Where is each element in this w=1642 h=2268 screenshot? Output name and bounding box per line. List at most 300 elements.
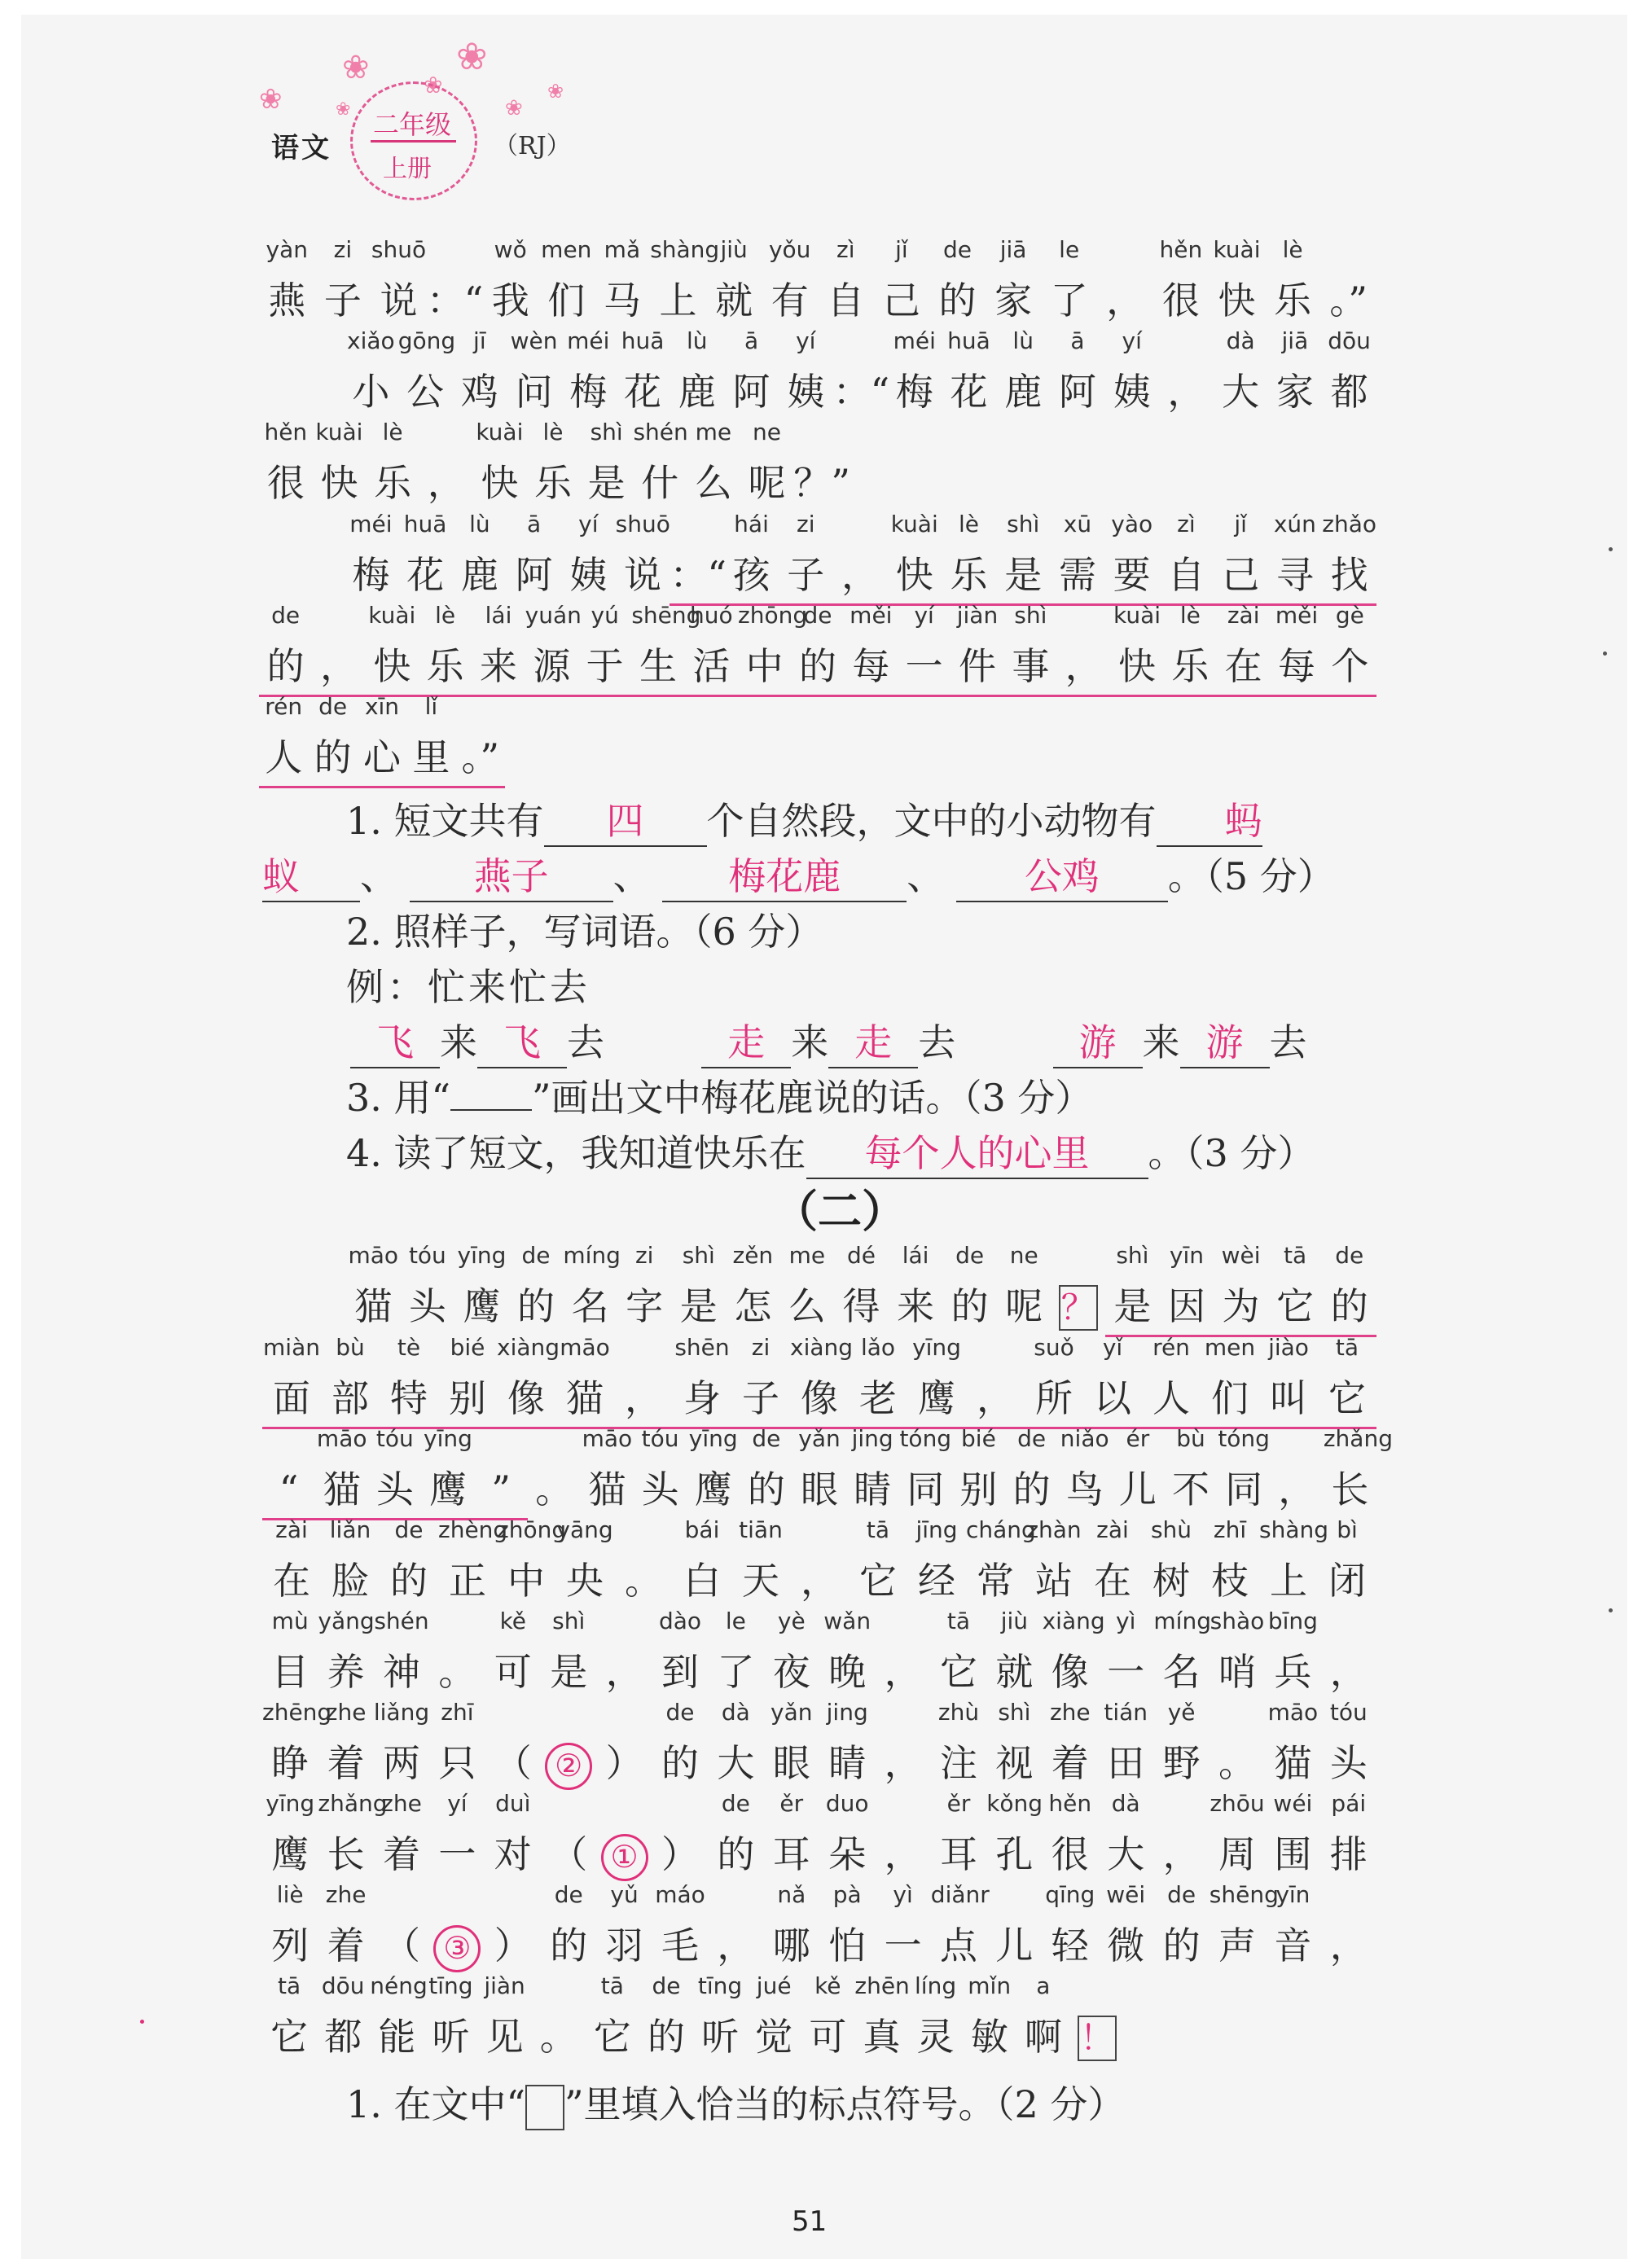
hanzi: 乐 bbox=[942, 546, 996, 606]
pinyin: zhōu bbox=[1210, 1790, 1265, 1817]
answer-blank[interactable]: 游 bbox=[1053, 1013, 1143, 1068]
pinyin: jīng bbox=[915, 1516, 958, 1543]
hanzi: 乐 bbox=[374, 461, 412, 505]
hanzi: 轻 bbox=[1051, 1924, 1089, 1968]
hanzi: 儿 bbox=[995, 1924, 1034, 1968]
text-line bbox=[262, 1516, 1376, 1609]
ruby-char bbox=[1209, 236, 1265, 329]
pinyin bbox=[528, 1425, 581, 1461]
hanzi: 快 bbox=[1110, 638, 1163, 697]
hanzi: 们 bbox=[1201, 1370, 1259, 1429]
ruby-char bbox=[1051, 511, 1105, 606]
hanzi bbox=[429, 1917, 485, 1974]
hanzi: 夜 bbox=[772, 1650, 810, 1694]
pinyin: de bbox=[803, 602, 832, 629]
pinyin: lù bbox=[1012, 327, 1034, 354]
ruby-char bbox=[380, 1334, 438, 1429]
pinyin: shì bbox=[1116, 1242, 1149, 1269]
hanzi: 像 bbox=[790, 1370, 849, 1429]
pinyin: gè bbox=[1335, 602, 1364, 629]
answer-circle[interactable]: ① bbox=[601, 1834, 648, 1881]
ruby-char bbox=[1201, 1334, 1259, 1429]
pinyin: shì bbox=[1007, 511, 1040, 537]
ruby-char bbox=[259, 602, 312, 697]
ruby-char bbox=[1164, 602, 1217, 697]
ruby-char bbox=[1265, 1881, 1320, 1974]
ruby-char bbox=[315, 1425, 368, 1520]
ruby-char bbox=[482, 236, 538, 329]
pinyin bbox=[986, 1881, 1042, 1917]
petal-icon: ❀ bbox=[424, 72, 443, 99]
text-line bbox=[346, 1242, 1376, 1335]
pinyin: kě bbox=[499, 1608, 527, 1634]
ruby-char bbox=[541, 1790, 596, 1883]
hanzi: 大 bbox=[1107, 1832, 1145, 1876]
pinyin: huā bbox=[947, 327, 990, 354]
hanzi: 鹰 bbox=[271, 1832, 310, 1876]
ruby-char bbox=[262, 1972, 316, 2065]
text-line bbox=[259, 602, 1376, 695]
answer-blank[interactable]: 蚁 bbox=[262, 847, 360, 902]
pinyin: huā bbox=[403, 511, 447, 537]
pinyin: shuō bbox=[371, 236, 427, 263]
pinyin: de bbox=[554, 1881, 583, 1908]
hanzi: 对 bbox=[494, 1832, 532, 1876]
ruby-char bbox=[321, 1516, 380, 1609]
ruby-char bbox=[889, 1242, 943, 1335]
pinyin: tā bbox=[600, 1972, 624, 1999]
answer-blank[interactable]: 蚂 bbox=[1157, 792, 1262, 847]
hanzi: 中 bbox=[738, 638, 791, 697]
pinyin: jiā bbox=[999, 236, 1027, 263]
pinyin: zhēng bbox=[262, 1699, 332, 1726]
pinyin: bié bbox=[450, 1334, 485, 1361]
ruby-char bbox=[875, 1881, 930, 1974]
hanzi: ：“ bbox=[426, 279, 484, 322]
ruby-char bbox=[358, 693, 406, 788]
hanzi: 家 bbox=[994, 279, 1033, 322]
hanzi: 乐 bbox=[1164, 638, 1217, 697]
pinyin: kuài bbox=[1113, 602, 1161, 629]
pinyin bbox=[485, 1881, 541, 1917]
pinyin: huā bbox=[621, 327, 665, 354]
word-part: 去 bbox=[918, 1020, 956, 1064]
hanzi: 鹿 bbox=[1004, 370, 1043, 414]
ruby-char bbox=[1016, 1972, 1070, 2065]
hanzi: ， bbox=[1167, 370, 1205, 414]
hanzi: ， bbox=[1106, 279, 1144, 322]
pinyin: xiàng bbox=[1042, 1608, 1105, 1634]
hanzi: 名 bbox=[571, 1284, 609, 1328]
margin-mark bbox=[1609, 1608, 1613, 1612]
hanzi: 着 bbox=[327, 1924, 365, 1968]
hanzi bbox=[541, 1735, 596, 1792]
answer-blank[interactable]: 四 bbox=[544, 792, 707, 847]
hanzi: 里 bbox=[406, 729, 455, 788]
pinyin bbox=[1051, 1242, 1106, 1278]
answer-blank[interactable]: 燕子 bbox=[410, 847, 613, 902]
pinyin: de bbox=[752, 1425, 781, 1452]
ruby-char bbox=[1097, 236, 1153, 329]
hanzi: （ bbox=[382, 1924, 420, 1968]
pinyin: zhe bbox=[325, 1699, 367, 1726]
hanzi: ， bbox=[1329, 1924, 1368, 1968]
ruby-char bbox=[942, 1242, 997, 1335]
ruby-char bbox=[740, 1425, 792, 1518]
ruby-char bbox=[1217, 602, 1270, 697]
pinyin: jiàn bbox=[956, 602, 999, 629]
hanzi: 寻 bbox=[1268, 546, 1323, 606]
ruby-char bbox=[454, 1242, 509, 1335]
question-2: 2. 照样子，写词语。（6 分） bbox=[346, 910, 823, 954]
pinyin: shào bbox=[1210, 1608, 1265, 1634]
ruby-char bbox=[346, 1242, 401, 1335]
pinyin bbox=[312, 602, 365, 638]
pinyin: xū bbox=[1063, 511, 1092, 537]
pinyin: de bbox=[942, 236, 972, 263]
pinyin: yí bbox=[578, 511, 599, 537]
ruby-char bbox=[541, 1699, 596, 1792]
pinyin: xún bbox=[1273, 511, 1316, 537]
ruby-char bbox=[541, 1881, 596, 1974]
answer-blank[interactable]: 梅花鹿 bbox=[662, 847, 907, 902]
hanzi: 同 bbox=[907, 1467, 945, 1511]
hanzi: 孔 bbox=[995, 1832, 1034, 1876]
ruby-char bbox=[633, 419, 687, 511]
pinyin: lǎo bbox=[860, 1334, 896, 1361]
pinyin: yǎng bbox=[318, 1608, 375, 1634]
answer-blank[interactable]: 游 bbox=[1180, 1013, 1270, 1068]
pinyin: yì bbox=[1116, 1608, 1136, 1634]
hanzi: 的 bbox=[717, 1832, 755, 1876]
punctuation-box[interactable]: ？ bbox=[1059, 1285, 1098, 1331]
ruby-char bbox=[318, 1881, 373, 1974]
ruby-char bbox=[779, 327, 833, 420]
ruby-char bbox=[421, 1425, 474, 1520]
ruby-char bbox=[764, 1790, 819, 1883]
pinyin: tā bbox=[1284, 1242, 1307, 1269]
ruby-char bbox=[673, 1516, 731, 1609]
pinyin: tiān bbox=[739, 1516, 783, 1543]
pinyin bbox=[875, 1790, 930, 1826]
ruby-char bbox=[1153, 236, 1210, 329]
hanzi: 自 bbox=[827, 279, 865, 322]
hanzi: ， bbox=[312, 638, 365, 697]
example-text: 例：忙来忙去 bbox=[346, 965, 591, 1009]
hanzi: 排 bbox=[1329, 1832, 1368, 1876]
pinyin bbox=[1271, 1425, 1324, 1461]
hanzi: 快 bbox=[320, 461, 358, 505]
answer-blank[interactable]: 飞 bbox=[477, 1013, 567, 1068]
question-text: 1. 在文中“ bbox=[346, 2082, 526, 2126]
hanzi: 灵 bbox=[916, 2015, 955, 2059]
ruby-char bbox=[874, 236, 930, 329]
hanzi: 子 bbox=[779, 546, 833, 606]
ruby-char bbox=[791, 602, 844, 697]
pinyin: shàng bbox=[1259, 1516, 1329, 1543]
margin-mark bbox=[1609, 547, 1613, 551]
pinyin: duì bbox=[495, 1790, 531, 1817]
pinyin: zhe bbox=[325, 1881, 367, 1908]
pinyin: lè bbox=[1179, 602, 1201, 629]
pinyin: yǐ bbox=[1102, 1334, 1123, 1361]
pinyin: méi bbox=[567, 327, 610, 354]
hanzi: 一 bbox=[898, 638, 951, 697]
ruby-char bbox=[931, 1608, 986, 1700]
pinyin: tóu bbox=[641, 1425, 679, 1452]
answer-circle[interactable]: ② bbox=[545, 1743, 592, 1790]
punctuation-box[interactable]: ！ bbox=[1078, 2016, 1117, 2061]
hanzi: 呢 bbox=[1005, 1284, 1043, 1328]
pinyin bbox=[652, 1790, 708, 1826]
pinyin: tā bbox=[866, 1516, 890, 1543]
pinyin bbox=[966, 1334, 1025, 1370]
pinyin: xiǎo bbox=[347, 327, 395, 354]
hanzi: 朵 bbox=[828, 1832, 867, 1876]
pinyin bbox=[1153, 1790, 1209, 1826]
ruby-char bbox=[308, 693, 357, 788]
hanzi: 阿 bbox=[732, 370, 771, 414]
answer-blank[interactable]: 走 bbox=[701, 1013, 791, 1068]
answer-circle[interactable]: ③ bbox=[433, 1925, 481, 1972]
hanzi: 己 bbox=[1214, 546, 1268, 606]
pinyin: men bbox=[1204, 1334, 1256, 1361]
ruby-char bbox=[374, 1790, 429, 1883]
ruby-char bbox=[887, 327, 942, 420]
pinyin: ā bbox=[744, 327, 759, 354]
ruby-char bbox=[578, 602, 631, 697]
word-part: 去 bbox=[567, 1020, 604, 1064]
ruby-char bbox=[833, 511, 888, 606]
hanzi: 野 bbox=[1162, 1741, 1201, 1785]
pinyin: jiā bbox=[1281, 327, 1309, 354]
ruby-char bbox=[1324, 602, 1376, 697]
hanzi: 什 bbox=[641, 461, 679, 505]
hanzi: ， bbox=[614, 1370, 673, 1429]
pinyin: ā bbox=[1070, 327, 1085, 354]
pinyin: rén bbox=[1152, 1334, 1190, 1361]
ruby-char bbox=[854, 1972, 908, 2065]
hanzi: 乐 bbox=[419, 638, 472, 697]
hanzi: 常 bbox=[977, 1559, 1014, 1603]
ruby-char bbox=[790, 1516, 849, 1609]
pinyin: ā bbox=[526, 511, 542, 537]
ruby-char bbox=[1153, 1790, 1209, 1883]
ruby-char bbox=[371, 236, 427, 329]
hanzi: 老 bbox=[849, 1370, 907, 1429]
hanzi: 。 bbox=[625, 1559, 662, 1603]
hanzi: 特 bbox=[380, 1370, 438, 1429]
pinyin: kuài bbox=[890, 511, 938, 537]
question-4 bbox=[346, 1124, 1315, 1179]
ruby-char bbox=[706, 236, 762, 329]
ruby-char bbox=[509, 1242, 564, 1335]
ruby-char bbox=[899, 1425, 952, 1518]
hanzi: 乐 bbox=[533, 461, 572, 505]
ruby-char bbox=[485, 1608, 541, 1700]
hanzi: 子 bbox=[731, 1370, 790, 1429]
ruby-char bbox=[1104, 511, 1159, 606]
ruby-char bbox=[313, 419, 367, 511]
ruby-char bbox=[1209, 1881, 1279, 1974]
pinyin: yě bbox=[1167, 1699, 1196, 1726]
pinyin: de bbox=[1017, 1425, 1047, 1452]
punctuation-box[interactable] bbox=[525, 2085, 564, 2130]
pinyin: dōu bbox=[321, 1972, 365, 1999]
pinyin: lè bbox=[542, 419, 564, 445]
hanzi: 的 bbox=[517, 1284, 555, 1328]
hanzi: 它 bbox=[939, 1650, 977, 1694]
pinyin: bái bbox=[684, 1516, 720, 1543]
ruby-char bbox=[532, 1972, 586, 2065]
hanzi: 啊 bbox=[1024, 2015, 1062, 2059]
hanzi: 可 bbox=[494, 1650, 532, 1694]
pinyin: bié bbox=[961, 1425, 996, 1452]
hanzi: ？” bbox=[793, 461, 850, 505]
ruby-char bbox=[764, 1699, 819, 1792]
ruby-char bbox=[526, 419, 580, 511]
hanzi: 家 bbox=[1275, 370, 1314, 414]
hanzi: 哨 bbox=[1218, 1650, 1256, 1694]
pinyin: ne bbox=[1009, 1242, 1038, 1269]
pinyin: zhe bbox=[1049, 1699, 1091, 1726]
word-part: 来 bbox=[440, 1020, 477, 1064]
word-part: 去 bbox=[1269, 1020, 1307, 1064]
pinyin: wèi bbox=[1221, 1242, 1261, 1269]
hanzi: 马 bbox=[603, 279, 641, 322]
ruby-char bbox=[731, 1516, 790, 1609]
hanzi: 需 bbox=[1051, 546, 1105, 606]
hanzi: 目 bbox=[271, 1650, 310, 1694]
ruby-char bbox=[1083, 1516, 1142, 1609]
hanzi: 的 bbox=[747, 1467, 785, 1511]
pinyin: míng bbox=[563, 1242, 621, 1269]
hanzi: 是 bbox=[996, 546, 1051, 606]
pinyin: wēi bbox=[1106, 1881, 1146, 1908]
ruby-char bbox=[438, 1334, 497, 1429]
pinyin: lè bbox=[382, 419, 403, 445]
pinyin bbox=[614, 1516, 673, 1552]
hanzi: 己 bbox=[882, 279, 920, 322]
pinyin: shēn bbox=[674, 1334, 730, 1361]
hanzi: 花 bbox=[624, 370, 662, 414]
pinyin: zhù bbox=[937, 1699, 980, 1726]
ruby-char bbox=[671, 1242, 726, 1335]
hanzi: 快 bbox=[481, 461, 519, 505]
hanzi: 孩 bbox=[724, 546, 779, 606]
ruby-char bbox=[731, 1334, 790, 1429]
ruby-char bbox=[614, 1334, 673, 1429]
pinyin bbox=[475, 1425, 528, 1461]
text-line bbox=[262, 1608, 1376, 1700]
hanzi: 经 bbox=[918, 1559, 955, 1603]
pinyin: de bbox=[1335, 1242, 1364, 1269]
hanzi: 猫 bbox=[315, 1461, 368, 1520]
pinyin bbox=[374, 1881, 429, 1917]
pinyin: yè bbox=[777, 1608, 806, 1634]
pinyin: dà bbox=[721, 1699, 750, 1726]
ruby-char bbox=[1322, 1242, 1376, 1337]
pinyin bbox=[670, 511, 724, 546]
pinyin: shàng bbox=[650, 236, 720, 263]
hanzi: 它 bbox=[859, 1559, 897, 1603]
hanzi: 阿 bbox=[515, 553, 553, 597]
ruby-char bbox=[485, 1699, 541, 1792]
hanzi: 心 bbox=[358, 729, 406, 788]
pinyin: ěr bbox=[946, 1790, 971, 1817]
pinyin: jué bbox=[756, 1972, 792, 1999]
hanzi: 了 bbox=[717, 1650, 755, 1694]
ruby-char bbox=[1083, 1334, 1142, 1429]
hanzi: （ bbox=[494, 1741, 532, 1785]
pinyin: cháng bbox=[966, 1516, 1036, 1543]
hanzi: 么 bbox=[694, 461, 732, 505]
hanzi: 我 bbox=[491, 279, 529, 322]
pinyin bbox=[793, 419, 847, 454]
answer-blank[interactable]: 飞 bbox=[350, 1013, 440, 1068]
ruby-char bbox=[616, 511, 670, 603]
ruby-char bbox=[507, 511, 561, 603]
ruby-char bbox=[561, 327, 616, 420]
ruby-char bbox=[929, 236, 986, 329]
answer-blank[interactable]: 公鸡 bbox=[956, 847, 1168, 902]
ruby-char bbox=[485, 1881, 541, 1974]
pinyin: jǐ bbox=[895, 236, 908, 263]
pinyin: yì bbox=[893, 1881, 913, 1908]
hanzi: 要 bbox=[1104, 546, 1159, 606]
ruby-char bbox=[262, 1516, 321, 1609]
ruby-char bbox=[318, 1699, 373, 1792]
hanzi: 它 bbox=[270, 2015, 309, 2059]
text-line bbox=[262, 1699, 1376, 1792]
hanzi: 是 bbox=[1105, 1278, 1160, 1337]
pinyin: zài bbox=[1227, 602, 1260, 629]
ruby-char bbox=[693, 1972, 747, 2065]
ruby-char bbox=[673, 1334, 731, 1429]
answer-blank[interactable]: 每个人的心里 bbox=[806, 1124, 1148, 1179]
ruby-char bbox=[595, 236, 651, 329]
pinyin: zhōng bbox=[497, 1516, 567, 1543]
pinyin: de bbox=[271, 602, 301, 629]
ruby-char bbox=[1051, 327, 1105, 420]
pinyin: tián bbox=[1104, 1699, 1148, 1726]
hanzi: 快 bbox=[366, 638, 419, 697]
pinyin: mǎ bbox=[604, 236, 641, 263]
answer-blank[interactable]: 走 bbox=[828, 1013, 918, 1068]
text-line bbox=[262, 1972, 1124, 2065]
pinyin: tīng bbox=[697, 1972, 743, 1999]
pinyin: kě bbox=[814, 1972, 841, 1999]
ruby-char bbox=[833, 327, 888, 420]
hanzi: 阿 bbox=[1058, 370, 1096, 414]
ruby-char bbox=[1111, 1425, 1164, 1518]
hanzi: 就 bbox=[715, 279, 753, 322]
separator: 、 bbox=[612, 854, 651, 898]
ruby-char bbox=[259, 419, 313, 511]
pinyin: jiù bbox=[720, 236, 748, 263]
hanzi: 树 bbox=[1152, 1559, 1190, 1603]
ruby-char bbox=[1043, 1699, 1098, 1792]
hanzi: 着 bbox=[327, 1741, 365, 1785]
hanzi: ） bbox=[661, 1832, 699, 1876]
hanzi: 猫 bbox=[354, 1284, 393, 1328]
ruby-char bbox=[931, 1790, 986, 1883]
hanzi: 就 bbox=[995, 1650, 1034, 1694]
hanzi: 羽 bbox=[605, 1924, 643, 1968]
pinyin bbox=[1159, 327, 1214, 363]
pinyin: suǒ bbox=[1034, 1334, 1074, 1361]
ruby-char bbox=[596, 1608, 652, 1700]
